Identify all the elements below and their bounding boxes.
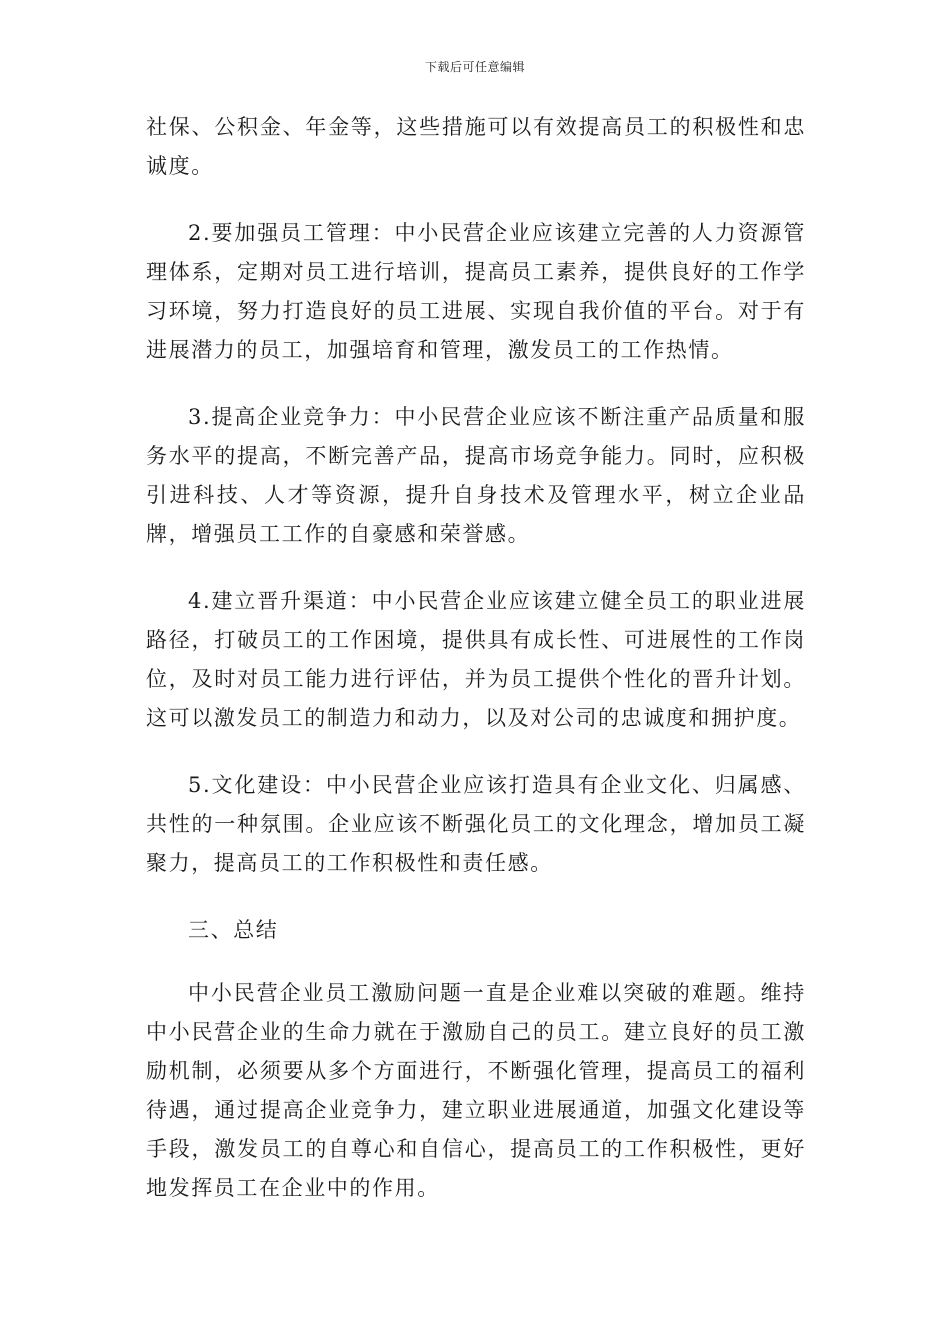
paragraph-continued: 社保、公积金、年金等，这些措施可以有效提高员工的积极性和忠诚度。 bbox=[146, 115, 806, 178]
section-heading: 三、总结 bbox=[188, 918, 279, 942]
paragraph-item-5: 5.文化建设：中小民营企业应该打造具有企业文化、归属感、共性的一种氛围。企业应该不断强化员工的文化理念，增加员工凝聚力，提高员工的工作积极性和责任感。 bbox=[146, 773, 806, 875]
paragraph-summary: 中小民营企业员工激励问题一直是企业难以突破的难题。维持中小民营企业的生命力就在于激励自己的员工。建立良好的员工激励机制，必须要从多个方面进行，不断强化管理，提高员工的福利待遇，通过提高企业竞争力，建立职业进展通道，加强文化建设等手段，激发员工的自尊心和自信心，提高员工的工作积极性，更好地发挥员工在企业中的作用。 bbox=[146, 981, 806, 1200]
page-header: 下载后可任意编辑 bbox=[424, 60, 525, 74]
paragraph-item-3: 3.提高企业竞争力：中小民营企业应该不断注重产品质量和服务水平的提高，不断完善产品，提高市场竞争能力。同时，应积极引进科技、人才等资源，提升自身技术及管理水平，树立企业品牌，增强员工工作的自豪感和荣誉感。 bbox=[146, 405, 806, 546]
document-body bbox=[146, 108, 806, 1236]
paragraph-item-4: 4.建立晋升渠道：中小民营企业应该建立健全员工的职业进展路径，打破员工的工作困境，提供具有成长性、可进展性的工作岗位，及时对员工能力进行评估，并为员工提供个性化的晋升计划。这可以激发员工的制造力和动力，以及对公司的忠诚度和拥护度。 bbox=[146, 589, 806, 730]
paragraph-item-2: 2.要加强员工管理：中小民营企业应该建立完善的人力资源管理体系，定期对员工进行培训，提高员工素养，提供良好的工作学习环境，努力打造良好的员工进展、实现自我价值的平台。对于有进展潜力的员工，加强培育和管理，激发员工的工作热情。 bbox=[146, 221, 806, 362]
